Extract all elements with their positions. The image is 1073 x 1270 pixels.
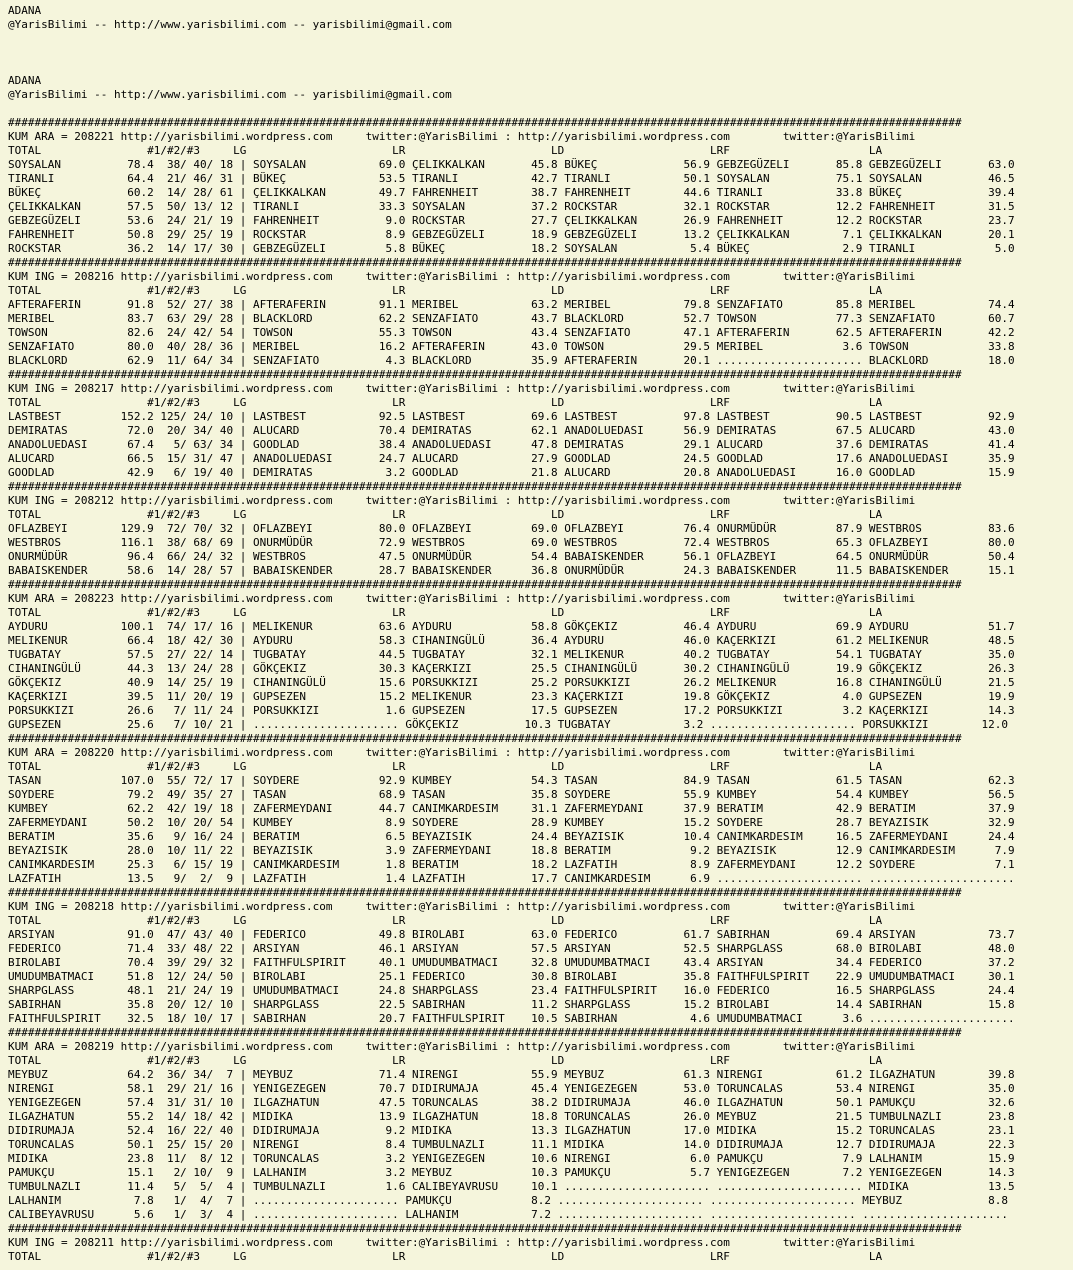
- report-line: TASAN 107.0 55/ 72/ 17 | SOYDERE 92.9 KUMBEY 54.3 TASAN 84.9 TASAN 61.5 TASAN 62.3: [8, 774, 1015, 787]
- report-line: TORUNCALAS 50.1 25/ 15/ 20 | NIRENGI 8.4 TUMBULNAZLI 11.1 MIDIKA 14.0 DIDIRUMAJA 12.7 DIDIRUMAJA 22.3: [8, 1138, 1015, 1151]
- report-line: AFTERAFERIN 91.8 52/ 27/ 38 | AFTERAFERIN 91.1 MERIBEL 63.2 MERIBEL 79.8 SENZAFIATO 85.8 MERIBEL 74.4: [8, 298, 1015, 311]
- report-line: GOODLAD 42.9 6/ 19/ 40 | DEMIRATAS 3.2 GOODLAD 21.8 ALUCARD 20.8 ANADOLUEDASI 16.0 GOODLAD 15.9: [8, 466, 1015, 479]
- report-line: [8, 32, 1073, 46]
- report-line: TUMBULNAZLI 11.4 5/ 5/ 4 | TUMBULNAZLI 1.6 CALIBEYAVRUSU 10.1 ...................... ...................... MIDIKA 13.5: [8, 1180, 1015, 1193]
- report-line: [8, 102, 1073, 116]
- report-line: KUM ARA = 208219 http://yarisbilimi.wordpress.com twitter:@YarisBilimi : http://yarisbilimi.wordpress.com twitter:@YarisBilimi: [8, 1040, 916, 1053]
- report-line: ALUCARD 66.5 15/ 31/ 47 | ANADOLUEDASI 24.7 ALUCARD 27.9 GOODLAD 24.5 GOODLAD 17.6 ANADOLUEDASI 35.9: [8, 452, 1015, 465]
- report-line: SENZAFIATO 80.0 40/ 28/ 36 | MERIBEL 16.2 AFTERAFERIN 43.0 TOWSON 29.5 MERIBEL 3.6 TOWSON 33.8: [8, 340, 1015, 353]
- report-line: KUM ING = 208216 http://yarisbilimi.wordpress.com twitter:@YarisBilimi : http://yarisbilimi.wordpress.com twitter:@YarisBilimi: [8, 270, 916, 283]
- report-line: KUM ING = 208218 http://yarisbilimi.wordpress.com twitter:@YarisBilimi : http://yarisbilimi.wordpress.com twitter:@YarisBilimi: [8, 900, 916, 913]
- report-line: ################################################################################################################################################: [8, 886, 962, 899]
- report-line: MEYBUZ 64.2 36/ 34/ 7 | MEYBUZ 71.4 NIRENGI 55.9 MEYBUZ 61.3 NIRENGI 61.2 ILGAZHATUN 39.8: [8, 1068, 1015, 1081]
- report-line: TIRANLI 64.4 21/ 46/ 31 | BÜKEÇ 53.5 TIRANLI 42.7 TIRANLI 50.1 SOYSALAN 75.1 SOYSALAN 46.5: [8, 172, 1015, 185]
- report-line: YENIGEZEGEN 57.4 31/ 31/ 10 | ILGAZHATUN 47.5 TORUNCALAS 38.2 DIDIRUMAJA 46.0 ILGAZHATUN 50.1 PAMUKÇU 32.6: [8, 1096, 1015, 1109]
- report-line: KUM ARA = 208220 http://yarisbilimi.wordpress.com twitter:@YarisBilimi : http://yarisbilimi.wordpress.com twitter:@YarisBilimi: [8, 746, 916, 759]
- report-line: BABAISKENDER 58.6 14/ 28/ 57 | BABAISKENDER 28.7 BABAISKENDER 36.8 ONURMÜDÜR 24.3 BABAISKENDER 11.5 BABAISKENDER 15.1: [8, 564, 1015, 577]
- report-line: TOWSON 82.6 24/ 42/ 54 | TOWSON 55.3 TOWSON 43.4 SENZAFIATO 47.1 AFTERAFERIN 62.5 AFTERAFERIN 42.2: [8, 326, 1015, 339]
- report-line: ################################################################################################################################################: [8, 1026, 962, 1039]
- report-line: FAITHFULSPIRIT 32.5 18/ 10/ 17 | SABIRHAN 20.7 FAITHFULSPIRIT 10.5 SABIRHAN 4.6 UMUDUMBATMACI 3.6 ......................: [8, 1012, 1015, 1025]
- report-line: BEYAZISIK 28.0 10/ 11/ 22 | BEYAZISIK 3.9 ZAFERMEYDANI 18.8 BERATIM 9.2 BEYAZISIK 12.9 CANIMKARDESIM 7.9: [8, 844, 1015, 857]
- report-line: ARSIYAN 91.0 47/ 43/ 40 | FEDERICO 49.8 BIROLABI 63.0 FEDERICO 61.7 SABIRHAN 69.4 ARSIYAN 73.7: [8, 928, 1015, 941]
- report-line: ################################################################################################################################################: [8, 732, 962, 745]
- report-line: TOTAL #1/#2/#3 LG LR LD LRF LA: [8, 1054, 883, 1067]
- report-line: CANIMKARDESIM 25.3 6/ 15/ 19 | CANIMKARDESIM 1.8 BERATIM 18.2 LAZFATIH 8.9 ZAFERMEYDANI 12.2 SOYDERE 7.1: [8, 858, 1015, 871]
- report-line: DIDIRUMAJA 52.4 16/ 22/ 40 | DIDIRUMAJA 9.2 MIDIKA 13.3 ILGAZHATUN 17.0 MIDIKA 15.2 TORUNCALAS 23.1: [8, 1124, 1015, 1137]
- report-line: ZAFERMEYDANI 50.2 10/ 20/ 54 | KUMBEY 8.9 SOYDERE 28.9 KUMBEY 15.2 SOYDERE 28.7 BEYAZISIK 32.9: [8, 816, 1015, 829]
- report-line: KUM ARA = 208223 http://yarisbilimi.wordpress.com twitter:@YarisBilimi : http://yarisbilimi.wordpress.com twitter:@YarisBilimi: [8, 592, 916, 605]
- report-line: ################################################################################################################################################: [8, 1222, 962, 1235]
- report-line: KUM ING = 208217 http://yarisbilimi.wordpress.com twitter:@YarisBilimi : http://yarisbilimi.wordpress.com twitter:@YarisBilimi: [8, 382, 916, 395]
- report-line: KAÇERKIZI 39.5 11/ 20/ 19 | GUPSEZEN 15.2 MELIKENUR 23.3 KAÇERKIZI 19.8 GÖKÇEKIZ 4.0 GUPSEZEN 19.9: [8, 690, 1015, 703]
- report-line: SOYSALAN 78.4 38/ 40/ 18 | SOYSALAN 69.0 ÇELIKKALKAN 45.8 BÜKEÇ 56.9 GEBZEGÜZELI 85.8 GEBZEGÜZELI 63.0: [8, 158, 1015, 171]
- report-line: ANADOLUEDASI 67.4 5/ 63/ 34 | GOODLAD 38.4 ANADOLUEDASI 47.8 DEMIRATAS 29.1 ALUCARD 37.6 DEMIRATAS 41.4: [8, 438, 1015, 451]
- report-line: ONURMÜDÜR 96.4 66/ 24/ 32 | WESTBROS 47.5 ONURMÜDÜR 54.4 BABAISKENDER 56.1 OFLAZBEYI 64.5 ONURMÜDÜR 50.4: [8, 550, 1015, 563]
- report-line: GÖKÇEKIZ 40.9 14/ 25/ 19 | CIHANINGÜLÜ 15.6 PORSUKKIZI 25.2 PORSUKKIZI 26.2 MELIKENUR 16.8 CIHANINGÜLÜ 21.5: [8, 676, 1015, 689]
- report-line: ################################################################################################################################################: [8, 368, 962, 381]
- report-line: TOTAL #1/#2/#3 LG LR LD LRF LA: [8, 144, 883, 157]
- report-line: TOTAL #1/#2/#3 LG LR LD LRF LA: [8, 760, 883, 773]
- report-line: BÜKEÇ 60.2 14/ 28/ 61 | ÇELIKKALKAN 49.7 FAHRENHEIT 38.7 FAHRENHEIT 44.6 TIRANLI 33.8 BÜKEÇ 39.4: [8, 186, 1015, 199]
- report-line: PORSUKKIZI 26.6 7/ 11/ 24 | PORSUKKIZI 1.6 GUPSEZEN 17.5 GUPSEZEN 17.2 PORSUKKIZI 3.2 KAÇERKIZI 14.3: [8, 704, 1015, 717]
- report-line: @YarisBilimi -- http://www.yarisbilimi.com -- yarisbilimi@gmail.com: [8, 18, 452, 31]
- report-line: [8, 60, 1073, 74]
- report-line: LASTBEST 152.2 125/ 24/ 10 | LASTBEST 92.5 LASTBEST 69.6 LASTBEST 97.8 LASTBEST 90.5 LASTBEST 92.9: [8, 410, 1015, 423]
- report-line: PAMUKÇU 15.1 2/ 10/ 9 | LALHANIM 3.2 MEYBUZ 10.3 PAMUKÇU 5.7 YENIGEZEGEN 7.2 YENIGEZEGEN 14.3: [8, 1166, 1015, 1179]
- report-line: MERIBEL 83.7 63/ 29/ 28 | BLACKLORD 62.2 SENZAFIATO 43.7 BLACKLORD 52.7 TOWSON 77.3 SENZAFIATO 60.7: [8, 312, 1015, 325]
- report-line: LALHANIM 7.8 1/ 4/ 7 | ...................... PAMUKÇU 8.2 ...................... ...................... MEYBUZ 8.8: [8, 1194, 1009, 1207]
- report-line: ROCKSTAR 36.2 14/ 17/ 30 | GEBZEGÜZELI 5.8 BÜKEÇ 18.2 SOYSALAN 5.4 BÜKEÇ 2.9 TIRANLI 5.0: [8, 242, 1015, 255]
- report-line: TOTAL #1/#2/#3 LG LR LD LRF LA: [8, 508, 883, 521]
- report-line: AYDURU 100.1 74/ 17/ 16 | MELIKENUR 63.6 AYDURU 58.8 GÖKÇEKIZ 46.4 AYDURU 69.9 AYDURU 51.7: [8, 620, 1015, 633]
- report-line: KUMBEY 62.2 42/ 19/ 18 | ZAFERMEYDANI 44.7 CANIMKARDESIM 31.1 ZAFERMEYDANI 37.9 BERATIM 42.9 BERATIM 37.9: [8, 802, 1015, 815]
- report-line: ILGAZHATUN 55.2 14/ 18/ 42 | MIDIKA 13.9 ILGAZHATUN 18.8 TORUNCALAS 26.0 MEYBUZ 21.5 TUMBULNAZLI 23.8: [8, 1110, 1015, 1123]
- report-line: FEDERICO 71.4 33/ 48/ 22 | ARSIYAN 46.1 ARSIYAN 57.5 ARSIYAN 52.5 SHARPGLASS 68.0 BIROLABI 48.0: [8, 942, 1015, 955]
- report-line: KUM ING = 208212 http://yarisbilimi.wordpress.com twitter:@YarisBilimi : http://yarisbilimi.wordpress.com twitter:@YarisBilimi: [8, 494, 916, 507]
- report-line: SHARPGLASS 48.1 21/ 24/ 19 | UMUDUMBATMACI 24.8 SHARPGLASS 23.4 FAITHFULSPIRIT 16.0 FEDERICO 16.5 SHARPGLASS 24.4: [8, 984, 1015, 997]
- report-line: KUM ARA = 208221 http://yarisbilimi.wordpress.com twitter:@YarisBilimi : http://yarisbilimi.wordpress.com twitter:@YarisBilimi: [8, 130, 916, 143]
- report-line: MIDIKA 23.8 11/ 8/ 12 | TORUNCALAS 3.2 YENIGEZEGEN 10.6 NIRENGI 6.0 PAMUKÇU 7.9 LALHANIM 15.9: [8, 1152, 1015, 1165]
- report-line: CALIBEYAVRUSU 5.6 1/ 3/ 4 | ...................... LALHANIM 7.2 ...................... ...................... ......................: [8, 1208, 1009, 1221]
- report-line: NIRENGI 58.1 29/ 21/ 16 | YENIGEZEGEN 70.7 DIDIRUMAJA 45.4 YENIGEZEGEN 53.0 TORUNCALAS 53.4 NIRENGI 35.0: [8, 1082, 1015, 1095]
- report-line: ################################################################################################################################################: [8, 480, 962, 493]
- report-line: GEBZEGÜZELI 53.6 24/ 21/ 19 | FAHRENHEIT 9.0 ROCKSTAR 27.7 ÇELIKKALKAN 26.9 FAHRENHEIT 12.2 ROCKSTAR 23.7: [8, 214, 1015, 227]
- report-line: BLACKLORD 62.9 11/ 64/ 34 | SENZAFIATO 4.3 BLACKLORD 35.9 AFTERAFERIN 20.1 ...................... BLACKLORD 18.0: [8, 354, 1015, 367]
- report-line: OFLAZBEYI 129.9 72/ 70/ 32 | OFLAZBEYI 80.0 OFLAZBEYI 69.0 OFLAZBEYI 76.4 ONURMÜDÜR 87.9 WESTBROS 83.6: [8, 522, 1015, 535]
- report-line: TOTAL #1/#2/#3 LG LR LD LRF LA: [8, 1250, 883, 1263]
- report-line: ADANA: [8, 74, 42, 87]
- report-line: SOYDERE 79.2 49/ 35/ 27 | TASAN 68.9 TASAN 35.8 SOYDERE 55.9 KUMBEY 54.4 KUMBEY 56.5: [8, 788, 1015, 801]
- report-line: FAHRENHEIT 50.8 29/ 25/ 19 | ROCKSTAR 8.9 GEBZEGÜZELI 18.9 GEBZEGÜZELI 13.2 ÇELIKKALKAN 7.1 ÇELIKKALKAN 20.1: [8, 228, 1015, 241]
- report-line: CIHANINGÜLÜ 44.3 13/ 24/ 28 | GÖKÇEKIZ 30.3 KAÇERKIZI 25.5 CIHANINGÜLÜ 30.2 CIHANINGÜLÜ 19.9 GÖKÇEKIZ 26.3: [8, 662, 1015, 675]
- report-line: ################################################################################################################################################: [8, 256, 962, 269]
- report-line: TOTAL #1/#2/#3 LG LR LD LRF LA: [8, 396, 883, 409]
- report-line: TOTAL #1/#2/#3 LG LR LD LRF LA: [8, 284, 883, 297]
- report-line: @YarisBilimi -- http://www.yarisbilimi.com -- yarisbilimi@gmail.com: [8, 88, 452, 101]
- report-line: SABIRHAN 35.8 20/ 12/ 10 | SHARPGLASS 22.5 SABIRHAN 11.2 SHARPGLASS 15.2 BIROLABI 14.4 SABIRHAN 15.8: [8, 998, 1015, 1011]
- report-line: DEMIRATAS 72.0 20/ 34/ 40 | ALUCARD 70.4 DEMIRATAS 62.1 ANADOLUEDASI 56.9 DEMIRATAS 67.5 ALUCARD 43.0: [8, 424, 1015, 437]
- report-line: TOTAL #1/#2/#3 LG LR LD LRF LA: [8, 914, 883, 927]
- report-line: ################################################################################################################################################: [8, 116, 962, 129]
- report-line: KUM ING = 208211 http://yarisbilimi.wordpress.com twitter:@YarisBilimi : http://yarisbilimi.wordpress.com twitter:@YarisBilimi: [8, 1236, 916, 1249]
- report-line: [8, 46, 1073, 60]
- report-line: GUPSEZEN 25.6 7/ 10/ 21 | ...................... GÖKÇEKIZ 10.3 TUGBATAY 3.2 ...................... PORSUKKIZI 12.0: [8, 718, 1009, 731]
- report-line: UMUDUMBATMACI 51.8 12/ 24/ 50 | BIROLABI 25.1 FEDERICO 30.8 BIROLABI 35.8 FAITHFULSPIRIT 22.9 UMUDUMBATMACI 30.1: [8, 970, 1015, 983]
- report-line: BIROLABI 70.4 39/ 29/ 32 | FAITHFULSPIRIT 40.1 UMUDUMBATMACI 32.8 UMUDUMBATMACI 43.4 ARSIYAN 34.4 FEDERICO 37.2: [8, 956, 1015, 969]
- report-line: MELIKENUR 66.4 18/ 42/ 30 | AYDURU 58.3 CIHANINGÜLÜ 36.4 AYDURU 46.0 KAÇERKIZI 61.2 MELIKENUR 48.5: [8, 634, 1015, 647]
- report-line: LAZFATIH 13.5 9/ 2/ 9 | LAZFATIH 1.4 LAZFATIH 17.7 CANIMKARDESIM 6.9 ...................... ......................: [8, 872, 1015, 885]
- report-line: BERATIM 35.6 9/ 16/ 24 | BERATIM 6.5 BEYAZISIK 24.4 BEYAZISIK 10.4 CANIMKARDESIM 16.5 ZAFERMEYDANI 24.4: [8, 830, 1015, 843]
- report-line: ÇELIKKALKAN 57.5 50/ 13/ 12 | TIRANLI 33.3 SOYSALAN 37.2 ROCKSTAR 32.1 ROCKSTAR 12.2 FAHRENHEIT 31.5: [8, 200, 1015, 213]
- report-line: ADANA: [8, 4, 42, 17]
- report-line: TUGBATAY 57.5 27/ 22/ 14 | TUGBATAY 44.5 TUGBATAY 32.1 MELIKENUR 40.2 TUGBATAY 54.1 TUGBATAY 35.0: [8, 648, 1015, 661]
- report-line: WESTBROS 116.1 38/ 68/ 69 | ONURMÜDÜR 72.9 WESTBROS 69.0 WESTBROS 72.4 WESTBROS 65.3 OFLAZBEYI 80.0: [8, 536, 1015, 549]
- report-line: ################################################################################################################################################: [8, 578, 962, 591]
- report-line: TOTAL #1/#2/#3 LG LR LD LRF LA: [8, 606, 883, 619]
